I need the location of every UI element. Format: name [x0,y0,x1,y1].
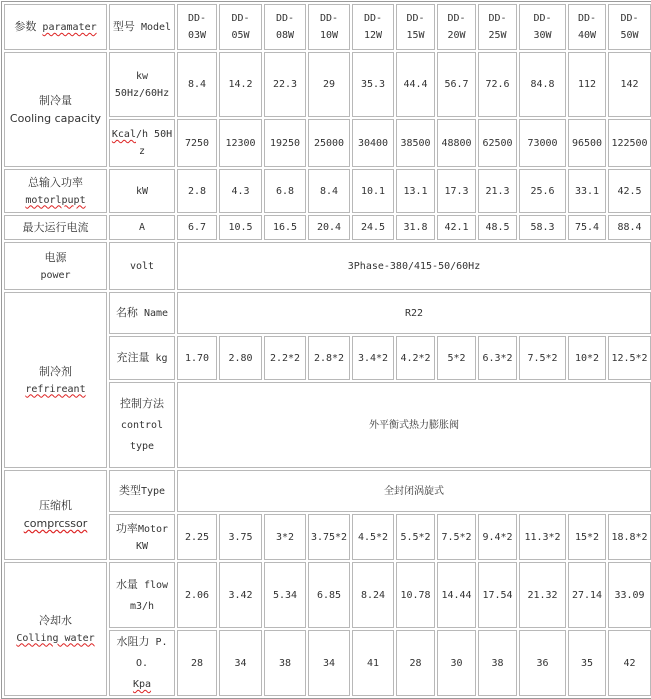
model-cell: DD- 30W [519,4,566,50]
model-cell: DD- 50W [608,4,651,50]
value-cell: 2.25 [177,514,217,560]
value-cell: 21.3 [478,169,517,213]
value-cell: 2.80 [219,336,262,380]
value-cell: 38500 [396,119,435,167]
refrigerant-name-unit: 名称 Name [109,292,175,334]
max-current-label: 最大运行电流 [4,215,107,240]
value-cell: 142 [608,52,651,117]
value-cell: 42.5 [608,169,651,213]
value-cell: 31.8 [396,215,435,240]
power-value: 3Phase-380/415-50/60Hz [177,242,651,290]
refrigerant-name-row [4,292,651,334]
value-cell: 35 [568,630,606,696]
cooling-kw-row [4,52,651,117]
value-cell: 3.42 [219,562,262,628]
value-cell: 20.4 [308,215,350,240]
refrigerant-control-unit: 控制方法 control type [109,382,175,468]
water-flow-row [4,562,651,628]
value-cell: 14.2 [219,52,262,117]
value-cell: 27.14 [568,562,606,628]
model-cell: DD- 20W [437,4,476,50]
value-cell: 16.5 [264,215,306,240]
value-cell: 4.2*2 [396,336,435,380]
power-input-row [4,169,651,213]
value-cell: 7250 [177,119,217,167]
param-header: 参数 paramater [4,4,107,50]
power-unit: volt [109,242,175,290]
max-current-row [4,215,651,240]
water-flow-unit: 水量 flow m3/h [109,562,175,628]
value-cell: 6.8 [264,169,306,213]
value-cell: 38 [478,630,517,696]
value-cell: 4.5*2 [352,514,394,560]
value-cell: 44.4 [396,52,435,117]
value-cell: 25000 [308,119,350,167]
header-row [4,4,651,50]
model-cell: DD- 12W [352,4,394,50]
value-cell: 10.5 [219,215,262,240]
refrigerant-charge-unit: 充注量 kg [109,336,175,380]
value-cell: 42.1 [437,215,476,240]
cooling-water-label: 冷却水 Colling water [4,562,107,696]
value-cell: 10.1 [352,169,394,213]
model-cell: DD- 10W [308,4,350,50]
value-cell: 12300 [219,119,262,167]
model-cell: DD- 03W [177,4,217,50]
compressor-label: 压缩机 comprcssor [4,470,107,560]
value-cell: 58.3 [519,215,566,240]
value-cell: 30 [437,630,476,696]
value-cell: 34 [219,630,262,696]
value-cell: 3.75*2 [308,514,350,560]
value-cell: 12.5*2 [608,336,651,380]
value-cell: 13.1 [396,169,435,213]
value-cell: 7.5*2 [519,336,566,380]
model-cell: DD- 05W [219,4,262,50]
cooling-kcal-unit: Kcal/h 50Hz [109,119,175,167]
value-cell: 8.24 [352,562,394,628]
value-cell: 3.4*2 [352,336,394,380]
cooling-label: 制冷量 Cooling capacity [4,52,107,167]
compressor-motor-unit: 功率Motor KW [109,514,175,560]
power-input-unit: kW [109,169,175,213]
value-cell: 10.78 [396,562,435,628]
power-row [4,242,651,290]
value-cell: 22.3 [264,52,306,117]
value-cell: 56.7 [437,52,476,117]
value-cell: 84.8 [519,52,566,117]
value-cell: 41 [352,630,394,696]
value-cell: 62500 [478,119,517,167]
power-input-label: 总输入功率 motorlpupt [4,169,107,213]
value-cell: 2.8*2 [308,336,350,380]
compressor-type-row [4,470,651,512]
value-cell: 5.5*2 [396,514,435,560]
model-cell: DD- 25W [478,4,517,50]
model-cell: DD- 15W [396,4,435,50]
value-cell: 8.4 [308,169,350,213]
value-cell: 14.44 [437,562,476,628]
value-cell: 2.06 [177,562,217,628]
value-cell: 2.2*2 [264,336,306,380]
value-cell: 72.6 [478,52,517,117]
refrigerant-label: 制冷剂 refrireant [4,292,107,468]
value-cell: 122500 [608,119,651,167]
value-cell: 18.8*2 [608,514,651,560]
model-cell: DD- 08W [264,4,306,50]
compressor-type-value: 全封闭涡旋式 [177,470,651,512]
cooling-kw-unit: kw 50Hz/60Hz [109,52,175,117]
value-cell: 19250 [264,119,306,167]
value-cell: 3.75 [219,514,262,560]
value-cell: 48800 [437,119,476,167]
value-cell: 8.4 [177,52,217,117]
value-cell: 112 [568,52,606,117]
value-cell: 29 [308,52,350,117]
value-cell: 21.32 [519,562,566,628]
value-cell: 35.3 [352,52,394,117]
value-cell: 2.8 [177,169,217,213]
value-cell: 96500 [568,119,606,167]
refrigerant-control-value: 外平衡式热力膨胀阀 [177,382,651,468]
value-cell: 73000 [519,119,566,167]
value-cell: 5.34 [264,562,306,628]
value-cell: 42 [608,630,651,696]
value-cell: 24.5 [352,215,394,240]
spec-table [1,1,651,699]
value-cell: 30400 [352,119,394,167]
value-cell: 28 [396,630,435,696]
value-cell: 36 [519,630,566,696]
value-cell: 34 [308,630,350,696]
compressor-type-unit: 类型Type [109,470,175,512]
value-cell: 1.70 [177,336,217,380]
value-cell: 15*2 [568,514,606,560]
value-cell: 3*2 [264,514,306,560]
value-cell: 7.5*2 [437,514,476,560]
value-cell: 48.5 [478,215,517,240]
value-cell: 9.4*2 [478,514,517,560]
refrigerant-name-value: R22 [177,292,651,334]
value-cell: 75.4 [568,215,606,240]
value-cell: 6.85 [308,562,350,628]
value-cell: 33.1 [568,169,606,213]
max-current-unit: A [109,215,175,240]
water-resistance-unit: 水阻力 P.O. Kpa [109,630,175,696]
value-cell: 38 [264,630,306,696]
model-header: 型号 Model [109,4,175,50]
value-cell: 25.6 [519,169,566,213]
value-cell: 17.3 [437,169,476,213]
value-cell: 11.3*2 [519,514,566,560]
value-cell: 4.3 [219,169,262,213]
value-cell: 17.54 [478,562,517,628]
power-label: 电源 power [4,242,107,290]
value-cell: 88.4 [608,215,651,240]
value-cell: 6.3*2 [478,336,517,380]
value-cell: 6.7 [177,215,217,240]
value-cell: 5*2 [437,336,476,380]
value-cell: 33.09 [608,562,651,628]
model-cell: DD- 40W [568,4,606,50]
value-cell: 28 [177,630,217,696]
value-cell: 10*2 [568,336,606,380]
